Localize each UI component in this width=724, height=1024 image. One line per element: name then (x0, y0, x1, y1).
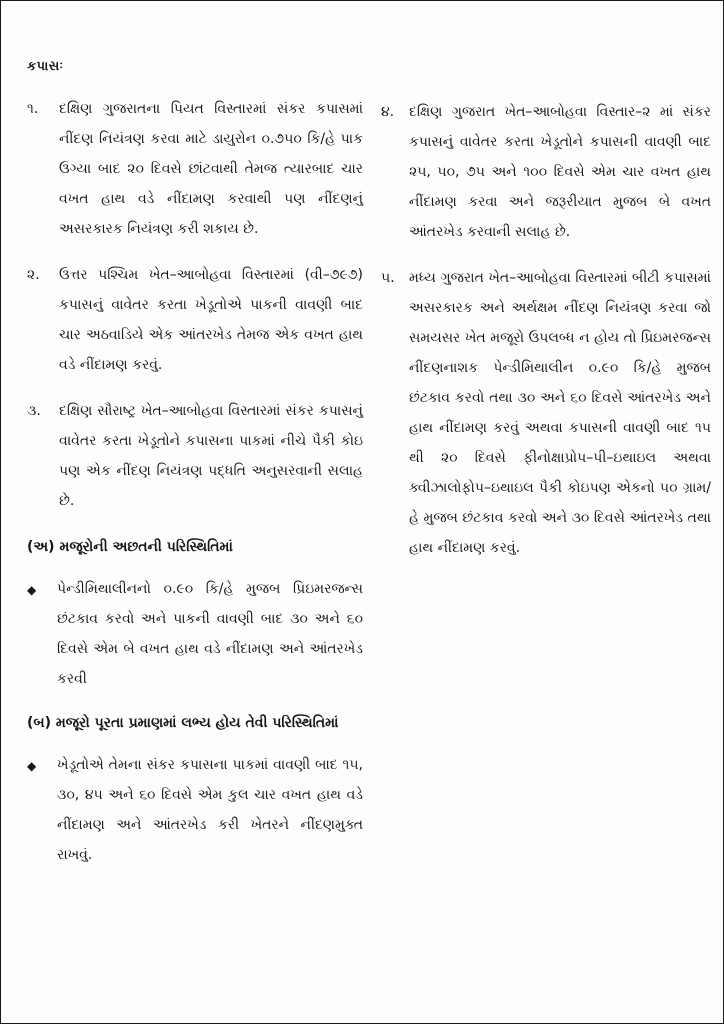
bullet-item-a (27, 574, 363, 694)
left-column (27, 59, 363, 884)
item-text: દક્ષિણ ગુજરાતના પિયત વિસ્તારમાં સંકર કપાસમાં નીંદણ નિયંત્રણ કરવા માટે ડાયુરોન ૦.૭૫૦ કિ/હે પાક ઉગ્યા બાદ ૨૦ દિવસે છાંટવાથી તેમજ ત્યારબાદ ચાર વખત હાથ વડે નીંદામણ કરવાથી પણ નીંદણનું અસરકારક નિયંત્રણ કરી શકાય છે. (59, 101, 363, 237)
list-item-5 (381, 263, 711, 563)
bullet-item-b (27, 750, 363, 870)
list-item-3 (27, 396, 363, 516)
list-item-4 (381, 97, 711, 247)
bullet-text: પેન્ડીમિથાલીનનો ૦.૯૦ કિ/હે મુજબ પ્રિઇમરજન્સ છંટકાવ કરવો અને પાકની વાવણી બાદ ૩૦ અને ૬૦ દિવસે એમ બે વખત હાથ વડે નીંદામણ અને આંતરખેડ કરવી (57, 581, 363, 687)
bullet-text: ખેડૂતોએ તેમના સંકર કપાસના પાકમાં વાવણી બાદ ૧૫, ૩૦, ૪૫ અને ૬૦ દિવસે એમ કુલ ચાર વખત હાથ વડે નીંદામણ અને આંતરખેડ કરી ખેતરને નીંદણમુક્ત રાખવું. (57, 757, 363, 863)
item-number: ૪. (381, 104, 395, 120)
diamond-bullet-icon: ◆ (27, 583, 37, 597)
item-text: મધ્ય ગુજરાત ખેત–આબોહવા વિસ્તારમાં બીટી કપાસમાં અસરકારક અને અર્થક્ષમ નીંદણ નિયંત્રણ કરવા જો સમયસર ખેત મજૂરો ઉપલબ્ધ ન હોય તો પ્રિઇમરજન્સ નીંદણનાશક પેન્ડીમિથાલીન ૦.૯૦ કિ/હે મુજબ છંટકાવ કરવો તથા ૩૦ અને ૬૦ દિવસે આંતરખેડ અને હાથ નીંદામણ કરવું અથવા કપાસની વાવણી બાદ ૧૫ થી ૨૦ દિવસે ફીનોક્ષાપ્રોપ–પી–ઇથાઇલ અથવા ક્વીઝાલોફોપ–ઇથાઇલ પૈકી કોઇપણ એકનો ૫૦ ગ્રામ/હે મુજબ છંટકાવ કરવો અને ૩૦ દિવસે આંતરખેડ તથા હાથ નીંદામણ કરવું. (409, 270, 711, 556)
item-number: ૧. (27, 101, 39, 117)
subheading-a: (અ) મજૂરોની અછતની પરિસ્થિતિમાં (27, 539, 233, 555)
subheading-b: (બ) મજૂરો પૂરતા પ્રમાણમાં લભ્ય હોય તેવી પરિસ્થિતિમાં (27, 715, 339, 731)
item-text: ઉત્તર પશ્ચિમ ખેત–આબોહવા વિસ્તારમાં (વી–૭૯૭) કપાસનું વાવેતર કરતા ખેડૂતોએ પાકની વાવણી બાદ ચાર અઠવાડિયે એક આંતરખેડ તેમજ એક વખત હાથ વડે નીંદામણ કરવું. (59, 267, 363, 373)
item-number: ૨. (27, 267, 40, 283)
item-number: ૫. (381, 270, 395, 286)
right-column (381, 97, 711, 579)
diamond-bullet-icon: ◆ (27, 759, 37, 773)
list-item-1 (27, 94, 363, 244)
item-text: દક્ષિણ ગુજરાત ખેત–આબોહવા વિસ્તાર–૨ માં સંકર કપાસનું વાવેતર કરતા ખેડૂતોને કપાસની વાવણી બાદ ૨૫, ૫૦, ૭૫ અને ૧૦૦ દિવસે એમ ચાર વખત હાથ નીંદામણ કરવા અને જરૂરીયાત મુજબ બે વખત આંતરખેડ કરવાની સલાહ છે. (409, 104, 711, 240)
section-heading: કપાસઃ (27, 59, 64, 74)
item-number: ૩. (27, 403, 41, 419)
list-item-2 (27, 260, 363, 380)
item-text: દક્ષિણ સૌરાષ્ટ્ર ખેત–આબોહવા વિસ્તારમાં સંકર કપાસનું વાવેતર કરતા ખેડૂતોને કપાસના પાકમાં નીચે પૈકી કોઇ પણ એક નીંદણ નિયંત્રણ પદ્ધતિ અનુસરવાની સલાહ છે. (59, 403, 363, 509)
